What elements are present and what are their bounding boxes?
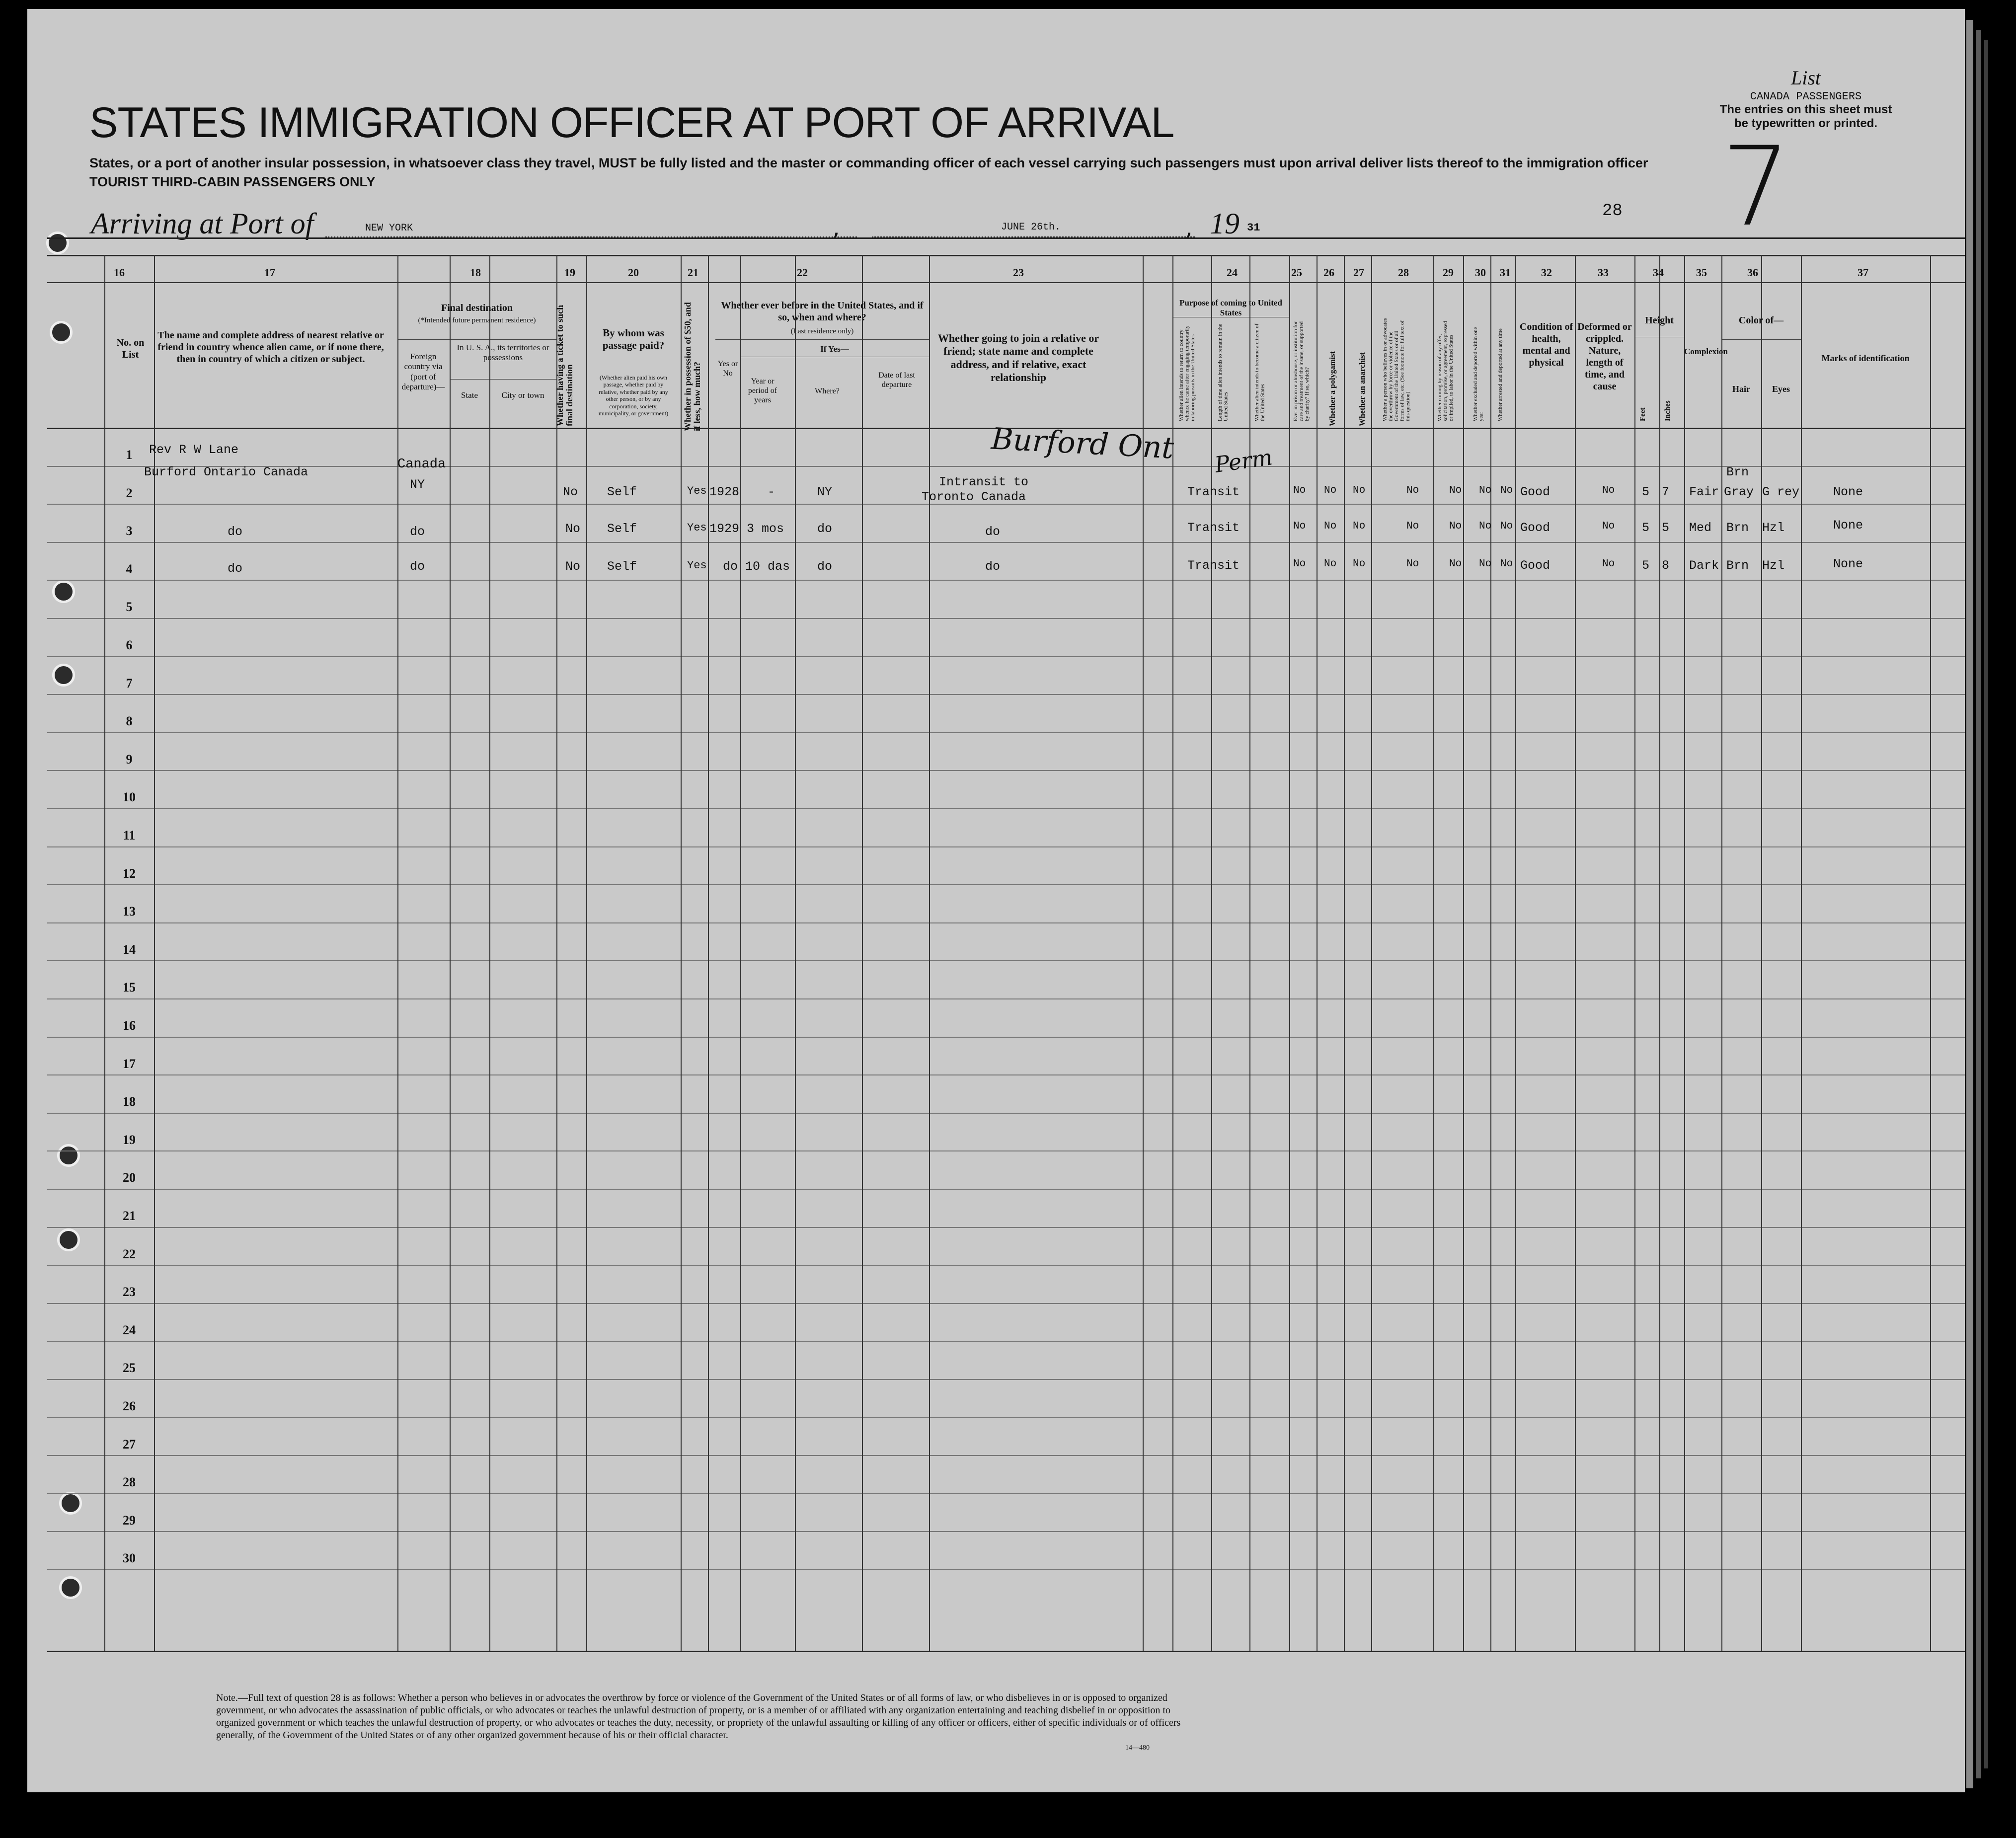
c28: No <box>1406 521 1419 532</box>
col-num: 32 <box>1541 266 1552 279</box>
c29: No <box>1449 558 1462 570</box>
row-rule <box>47 1265 1965 1266</box>
c30: No <box>1479 521 1492 532</box>
row-number: 14 <box>123 942 136 957</box>
comma: , <box>1185 213 1193 241</box>
row-rule <box>47 998 1965 999</box>
row-number: 11 <box>123 828 136 842</box>
money: Yes <box>687 485 707 497</box>
c27: No <box>1353 485 1366 496</box>
foreign-country: do <box>410 559 425 574</box>
c28: No <box>1406 558 1419 570</box>
ticket: No <box>565 522 581 536</box>
handwritten-mark: Perm <box>1213 445 1274 478</box>
col22-where: Where? <box>815 387 840 395</box>
column-rule <box>556 255 557 1651</box>
row-rule <box>47 846 1965 847</box>
comma: , <box>832 213 840 241</box>
row-number: 25 <box>123 1361 136 1376</box>
class-label: TOURIST THIRD-CABIN PASSENGERS ONLY <box>89 174 376 189</box>
where: do <box>817 559 833 574</box>
column-rule <box>1930 255 1931 1651</box>
foreign-country-line1: Canada <box>397 457 446 472</box>
sub-rule <box>715 339 929 340</box>
c31: No <box>1500 558 1513 570</box>
col-num: 37 <box>1858 266 1868 279</box>
column-rule <box>1433 255 1434 1651</box>
column-rule <box>1289 255 1290 1651</box>
binding-hole <box>57 1228 80 1251</box>
column-rule <box>450 255 451 1651</box>
row-rule <box>47 1150 1965 1151</box>
row-number: 3 <box>126 524 133 538</box>
col-num: 30 <box>1475 266 1486 279</box>
col24-b: Length of time alien intends to remain in the United States <box>1217 323 1229 421</box>
row-number: 1 <box>126 448 133 462</box>
col36-eyes: Eyes <box>1772 384 1790 394</box>
col-num: 28 <box>1398 266 1409 279</box>
complexion: Fair <box>1689 485 1719 499</box>
col-num: 20 <box>628 266 639 279</box>
col22-title: Whether ever before in the United States, and if so, when and where? <box>721 300 924 323</box>
col34-title: Height <box>1645 315 1674 326</box>
column-rule <box>489 255 490 1651</box>
binding-hole <box>59 1492 82 1515</box>
col-num: 17 <box>264 266 275 279</box>
inches: 8 <box>1662 558 1670 573</box>
row-number: 22 <box>123 1246 136 1261</box>
column-rule <box>740 255 741 1651</box>
row-number: 29 <box>123 1513 136 1528</box>
row-rule <box>47 922 1965 923</box>
c26: No <box>1324 558 1337 570</box>
paid-by: Self <box>607 522 637 536</box>
deformed: No <box>1602 521 1615 532</box>
col32-header: Condition of health, mental and physical <box>1519 321 1573 368</box>
col-num: 35 <box>1696 266 1707 279</box>
c31: No <box>1500 485 1513 496</box>
c26: No <box>1324 521 1337 532</box>
col22-date: Date of last departure <box>878 371 915 389</box>
c27: No <box>1353 558 1366 570</box>
col30-header: Whether excluded and deported within one year <box>1473 327 1484 421</box>
eyes: Hzl <box>1762 521 1785 535</box>
col-num: 19 <box>564 266 575 279</box>
foreign-country: NY <box>410 477 425 492</box>
column-rule <box>1721 255 1722 1651</box>
list-instruction-1: The entries on this sheet must <box>1719 103 1892 116</box>
col-num: 24 <box>1227 266 1238 279</box>
marks: None <box>1833 518 1863 533</box>
c28: No <box>1406 485 1419 496</box>
inches: 7 <box>1662 485 1670 499</box>
paid-by: Self <box>607 559 637 574</box>
join-relative-1: do <box>985 559 1001 574</box>
page-edge-shadow <box>1976 30 1981 1778</box>
row-number: 24 <box>123 1322 136 1337</box>
column-rule <box>1634 255 1635 1651</box>
column-rule <box>795 255 796 1651</box>
intro-text: States, or a port of another insular possession, in whatsoever class they travel, MUST be fully listed and the master or commanding officer of each vessel carrying such passengers must upon arrival deliver lists thereof to the immigration officer <box>89 155 1648 170</box>
row-number: 12 <box>123 866 136 881</box>
row-rule <box>47 770 1965 771</box>
column-rule <box>1317 255 1318 1651</box>
row-rule <box>47 656 1965 657</box>
complexion: Med <box>1689 521 1712 535</box>
col21-header: Whether in possession of $50, and if less, how much? <box>683 302 702 431</box>
eyes: G rey <box>1762 485 1800 499</box>
c25: No <box>1293 485 1306 496</box>
deformed: No <box>1602 558 1615 570</box>
col22-ifyes: If Yes— <box>820 344 849 354</box>
row-rule <box>47 960 1965 961</box>
col20-title: By whom was passage paid? <box>602 327 665 352</box>
footnote: Note.—Full text of question 28 is as follows: Whether a person who believes in or advocates the overthrow by force or violence of the Government of the United States or of all forms of law, or who disbelieves in or is opposed to organized government, or who advocates the assassination of public officials, or who advocates or teaches the unlawful destruction of property, or is a member of or affiliated with any organization entertaining and teaching disbelief in or opposition to organized government or which teaches the unlawful destruction of property, or who advocates or teaches the duty, necessity, or propriety of the unlawful assaulting or killing of any officer or officers, either of specific individuals or of officers generally, of the Government of the United States or of any other organized government because of his or their official character. <box>216 1692 1181 1741</box>
ticket: No <box>565 559 581 574</box>
money: Yes <box>687 522 707 534</box>
where: do <box>817 522 833 536</box>
hair-top: Brn <box>1726 465 1749 479</box>
col17-header: The name and complete address of nearest relative or friend in country whence alien came, or if none there, then in country of which a citizen or subject. <box>157 330 384 365</box>
c30: No <box>1479 558 1492 570</box>
row-rule <box>47 580 1965 581</box>
page-edge-shadow <box>1966 20 1973 1788</box>
purpose: Transit <box>1187 485 1240 499</box>
col36-hair: Hair <box>1732 384 1750 394</box>
row-number: 13 <box>123 904 136 919</box>
column-rule <box>1801 255 1802 1651</box>
inches: 5 <box>1662 521 1670 535</box>
col18-note: (*Intended future permanent residence) <box>418 316 536 324</box>
row-rule <box>47 694 1965 695</box>
form-number: 14—480 <box>1125 1744 1150 1752</box>
row-number: 5 <box>126 600 133 614</box>
col20-note: (Whether alien paid his own passage, whether paid by relative, whether paid by any other person, or by any corporation, society, municipality, or government) <box>598 374 669 417</box>
row-rule <box>47 732 1965 733</box>
sub-rule <box>397 339 556 340</box>
page-edge-shadow <box>1984 40 1988 1768</box>
col16-header: No. on List <box>116 337 145 360</box>
col36-title: Color of— <box>1738 315 1784 326</box>
column-rule <box>1344 255 1345 1651</box>
c25: No <box>1293 521 1306 532</box>
relative-name: Rev R W Lane <box>149 443 239 457</box>
port-value: NEW YORK <box>365 223 413 234</box>
row-number: 15 <box>123 980 136 995</box>
feet: 5 <box>1642 558 1650 573</box>
c27: No <box>1353 521 1366 532</box>
column-rule <box>1490 255 1491 1651</box>
col-num: 26 <box>1323 266 1334 279</box>
col26-header: Whether a polygamist <box>1328 351 1337 426</box>
page-title: STATES IMMIGRATION OFFICER AT PORT OF ARRIVAL <box>89 99 1174 147</box>
row-rule <box>47 1227 1965 1228</box>
col-num: 18 <box>470 266 481 279</box>
col-num: 29 <box>1443 266 1454 279</box>
row-number: 21 <box>123 1209 136 1223</box>
where-dash: - <box>768 485 775 499</box>
complexion: Dark <box>1689 558 1719 573</box>
handwritten-destination: Burford Ont <box>990 421 1175 466</box>
feet: 5 <box>1642 521 1650 535</box>
list-instruction-2: be typewritten or printed. <box>1734 117 1878 130</box>
col-num: 23 <box>1013 266 1024 279</box>
col35-header: Complexion <box>1684 347 1728 356</box>
col22-years: Year or period of years <box>748 377 777 405</box>
colnum-rule <box>47 255 1965 256</box>
c25: No <box>1293 558 1306 570</box>
foreign-country: do <box>410 525 425 539</box>
col-num: 33 <box>1598 266 1609 279</box>
row-number: 19 <box>123 1132 136 1147</box>
column-rule <box>1211 255 1212 1651</box>
col18-city: City or town <box>501 390 544 400</box>
hair: Gray <box>1724 485 1754 499</box>
row-number: 23 <box>123 1285 136 1300</box>
row-rule <box>47 808 1965 809</box>
list-number: 7 <box>1721 123 1791 250</box>
years: do 10 das <box>723 559 790 574</box>
colnum-bottom-rule <box>47 282 1965 283</box>
row-number: 16 <box>123 1018 136 1033</box>
col-num: 31 <box>1500 266 1511 279</box>
binding-hole <box>59 1576 82 1599</box>
row-number: 8 <box>126 714 133 729</box>
col27-header: Whether an anarchist <box>1358 352 1367 426</box>
row-rule <box>47 1569 1965 1570</box>
column-rule <box>681 255 682 1651</box>
col-num: 36 <box>1747 266 1758 279</box>
year-prefix: 19 <box>1210 207 1240 240</box>
binding-hole <box>50 321 73 344</box>
col37-header: Marks of identification <box>1821 353 1910 363</box>
column-rule <box>1371 255 1372 1651</box>
column-rule <box>1684 255 1685 1651</box>
col24-a: Whether alien intends to return to country whence he came after engaging temporarily in laboring pursuits in the United States <box>1178 325 1196 421</box>
row-number: 30 <box>123 1551 136 1566</box>
row-number: 9 <box>126 752 133 766</box>
join-relative-1: do <box>985 525 1001 539</box>
row-number: 20 <box>123 1170 136 1185</box>
col-num: 25 <box>1291 266 1302 279</box>
column-rule <box>1515 255 1516 1651</box>
hair: Brn <box>1726 521 1749 535</box>
date-value: JUNE 26th. <box>1001 222 1061 233</box>
row-number: 7 <box>126 676 133 690</box>
row-rule <box>47 1379 1965 1380</box>
marks: None <box>1833 485 1863 499</box>
c31: No <box>1500 521 1513 532</box>
col19-header: Whether having a ticket to such final destination <box>555 305 574 426</box>
column-rule <box>708 255 709 1651</box>
years: 1928 <box>709 485 740 499</box>
row-rule <box>47 1074 1965 1075</box>
col34-feet: Feet <box>1639 407 1647 421</box>
list-box <box>1667 66 1945 131</box>
row-rule <box>47 1037 1965 1038</box>
c30: No <box>1479 485 1492 496</box>
join-relative-1: Intransit to <box>939 475 1029 489</box>
col22-yesno: Yes or No <box>717 360 738 378</box>
row-number: 26 <box>123 1399 136 1413</box>
col-num: 34 <box>1653 266 1664 279</box>
row-rule <box>47 1341 1965 1342</box>
column-rule <box>586 255 587 1651</box>
purpose: Transit <box>1187 521 1240 535</box>
row-rule <box>47 618 1965 619</box>
year-suffix: 31 <box>1247 222 1260 234</box>
row-number: 2 <box>126 485 133 500</box>
row-rule <box>47 1455 1965 1456</box>
row-number: 17 <box>123 1056 136 1071</box>
column-rule <box>1761 255 1762 1651</box>
row-rule <box>47 1189 1965 1190</box>
header-top-rule <box>47 237 1965 239</box>
list-label: List <box>1790 67 1821 89</box>
column-rule <box>1463 255 1464 1651</box>
col-num: 27 <box>1353 266 1364 279</box>
paid-by: Self <box>607 485 637 499</box>
col18-title: Final destination <box>441 303 513 313</box>
col25-header: Ever in prison or almshouse, or institution for care and treatment of the insane, or supported by charity? If so, which? <box>1293 321 1311 421</box>
health: Good <box>1520 485 1551 499</box>
row-rule <box>47 542 1965 543</box>
column-rule <box>1659 255 1660 1651</box>
row-rule <box>47 466 1965 467</box>
table-bottom-rule <box>47 1651 1965 1652</box>
binding-hole <box>46 231 69 254</box>
col18-state: State <box>461 390 478 400</box>
row-number: 10 <box>123 790 136 805</box>
health: Good <box>1520 558 1551 573</box>
col18-foreign: Foreign country via (port of departure)— <box>401 352 445 392</box>
column-rule <box>929 255 930 1651</box>
col29-header: Whether coming by reason of any offer, solicitation, promise, or agreement, expressed or implied, to labor in the United States <box>1437 321 1455 421</box>
binding-hole <box>57 1144 80 1167</box>
col34-inches: Inches <box>1664 400 1672 421</box>
health: Good <box>1520 521 1551 535</box>
col-num: 22 <box>797 266 808 279</box>
purpose: Transit <box>1187 558 1240 573</box>
manifest-page <box>27 9 1965 1792</box>
join-relative-2: Toronto Canada <box>922 490 1026 504</box>
column-rule <box>862 255 863 1651</box>
row-number: 4 <box>126 561 133 576</box>
c29: No <box>1449 485 1462 496</box>
col18-usa: In U. S. A., its territories or possessions <box>457 343 549 363</box>
col24-title: Purpose of coming to United States <box>1179 298 1282 318</box>
c26: No <box>1324 485 1337 496</box>
row-number: 27 <box>123 1437 136 1452</box>
row-rule <box>47 1531 1965 1532</box>
feet: 5 <box>1642 485 1650 499</box>
relative-address: Burford Ontario Canada <box>144 465 309 479</box>
binding-hole <box>52 664 75 687</box>
row-rule <box>47 1417 1965 1418</box>
hair: Brn <box>1726 558 1749 573</box>
marks: None <box>1833 557 1863 571</box>
col-num: 21 <box>688 266 698 279</box>
relative-ditto: do <box>228 525 243 539</box>
row-number: 28 <box>123 1475 136 1490</box>
sub-rule <box>450 379 556 380</box>
col24-c: Whether alien intends to become a citizen of the United States <box>1254 323 1266 421</box>
column-rule <box>1575 255 1576 1651</box>
col-num: 16 <box>114 266 125 279</box>
row-rule <box>47 884 1965 885</box>
row-rule <box>47 1303 1965 1304</box>
col22-note: (Last residence only) <box>790 327 854 335</box>
col33-header: Deformed or crippled. Nature, length of time, and cause <box>1577 321 1632 392</box>
sheet-number: 28 <box>1602 202 1623 221</box>
ticket: No <box>563 485 578 499</box>
col28-header: Whether a person who believes in or advocates the overthrow by force or violence of the Government of the United States or of all forms of law, etc. (See footnote for full text of this question) <box>1382 318 1411 421</box>
deformed: No <box>1602 485 1615 496</box>
arriving-label: Arriving at Port of <box>91 207 314 240</box>
eyes: Hzl <box>1762 558 1785 573</box>
relative-ditto: do <box>228 561 243 576</box>
years: 1929 3 mos <box>709 522 784 536</box>
money: Yes <box>687 559 707 572</box>
where: NY <box>817 485 833 499</box>
row-number: 18 <box>123 1094 136 1109</box>
row-rule <box>47 1113 1965 1114</box>
col23-header: Whether going to join a relative or friend; state name and complete address, and if relative, exact relationship <box>937 332 1099 384</box>
c29: No <box>1449 521 1462 532</box>
col31-header: Whether arrested and deported at any time <box>1497 328 1503 421</box>
row-number: 6 <box>126 638 133 652</box>
list-type: CANADA PASSENGERS <box>1750 90 1862 103</box>
row-rule <box>47 1493 1965 1494</box>
binding-hole <box>52 580 75 603</box>
